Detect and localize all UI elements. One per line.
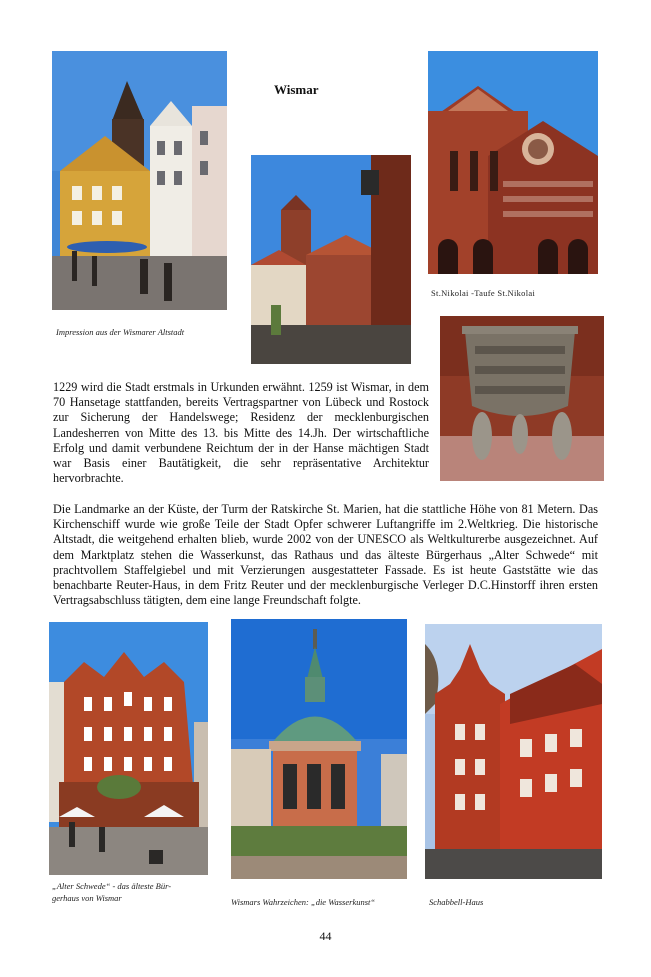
photo-schabbell-haus <box>425 624 602 879</box>
photo-altstadt <box>52 51 227 310</box>
page-title: Wismar <box>274 82 319 97</box>
photo-st-nikolai <box>428 51 598 274</box>
caption-wasserkunst: Wismars Wahrzeichen: „die Wasserkunst“ <box>231 897 376 907</box>
photo-taufe <box>440 316 604 481</box>
photo-gasse-kirche <box>251 155 411 364</box>
paragraph-history: 1229 wird die Stadt erstmals in Urkunden erwähnt. 1259 ist Wismar, in dem 70 Hansetage stattfanden, bereits Vertragspartner von Lübeck und Rostock zur Sicherung der Handelswege; Residenz der mecklenburgischen Landesherren von Mitte des 13. bis Mitte des 14.Jh. Der wirtschaftliche Erfolg und damit verbundene Reichtum der in der Hanse mächtigen Stadt war Basis einer Bautätigkeit, die sehr repräsentative Architektur hervorbrachte. <box>53 380 429 486</box>
caption-schabbell: Schabbell-Haus <box>429 897 484 907</box>
caption-alter-schwede-line2: gerhaus von Wismar <box>52 893 122 903</box>
caption-nikolai: St.Nikolai -Taufe St.Nikolai <box>431 288 536 298</box>
photo-alter-schwede <box>49 622 208 875</box>
paragraph-landmark: Die Landmarke an der Küste, der Turm der Ratskirche St. Marien, hat die stattliche Höhe von 81 Metern. Das Kirchenschiff wurde wie große Teile der Stadt Opfer schwerer Luftangriffe im 2.Weltkrieg. Die historische Altstadt, die weitgehend erhalten blieb, wurde 2002 von der UNESCO als Weltkulturerbe ausgezeichnet. Auf dem Marktplatz stehen die Wasserkunst, das Rathaus und das älteste Bürgerhaus „Alter Schwede“ mit prachtvollem Staffelgiebel und mit Verzierungen ausgestatteter Fassade. Es ist heute Gaststätte wie das benachbarte Reuter-Haus, in dem Fritz Reuter und der mecklenburgische Verleger D.C.Hinstorff ihren ersten Vertragsabschluss tätigten, dem eine lange Freundschaft folgte. <box>53 502 598 608</box>
page-number: 44 <box>319 929 332 943</box>
caption-alter-schwede-line1: „Alter Schwede“ - das älteste Bür- <box>52 881 172 891</box>
caption-altstadt: Impression aus der Wismarer Altstadt <box>56 327 185 337</box>
caption-alter-schwede <box>52 880 171 904</box>
photo-wasserkunst <box>231 619 407 879</box>
